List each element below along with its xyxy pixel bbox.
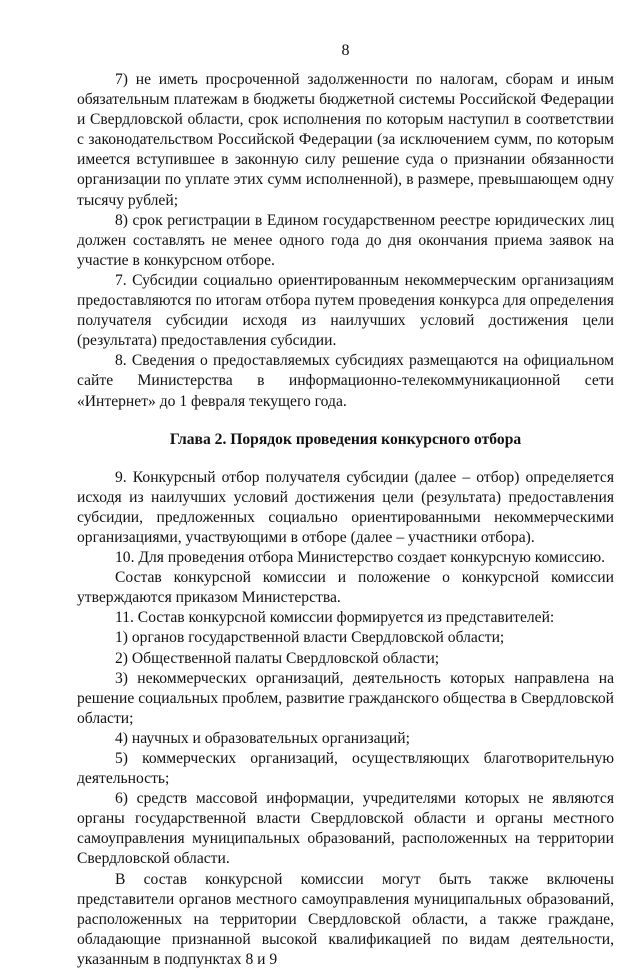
paragraph: 8) срок регистрации в Едином государственном реестре юридических лиц должен составлять не менее одного года до дня окончания приема заявок на участие в конкурсном отборе. xyxy=(77,211,614,269)
list-item: 2) Общественной палаты Свердловской области; xyxy=(115,649,440,667)
paragraph: 8. Сведения о предоставляемых субсидиях размещаются на официальном сайте Министерства в информационно-телекоммуникационной сети «Интернет» до 1 февраля текущего года. xyxy=(77,352,614,410)
paragraph: 9. Конкурсный отбор получателя субсидии (далее – отбор) определяется исходя из наилучших условий достижения цели (результата) предоставления субсидии, предложенных социально ориентированными некоммерческими организациями, участвующими в отборе (далее – участники отбора). xyxy=(77,468,614,546)
paragraph: 7) не иметь просроченной задолженности по налогам, сборам и иным обязательным платежам в бюджеты бюджетной системы Российской Федерации и Свердловской области, срок исполнения по которым наступил в соответствии с законодательством Российской Федерации (за исключением сумм, по которым имеется вступившее в законную силу решение суда о признании обязанности организации по уплате этих сумм исполненной), в размере, превышающем одну тысячу рублей; xyxy=(77,71,614,209)
paragraph: 10. Для проведения отбора Министерство создает конкурсную комиссию. xyxy=(115,549,606,567)
paragraph: 7. Субсидии социально ориентированным некоммерческим организациям предоставляются по итогам отбора путем проведения конкурса для определения получателя субсидии исходя из наилучших условий достижения цели (результата) предоставления субсидии. xyxy=(77,271,614,350)
page-number: 8 xyxy=(341,42,350,59)
document-body xyxy=(77,70,614,970)
list-item: 1) органов государственной власти Свердловской области; xyxy=(115,629,505,647)
paragraph: 11. Состав конкурсной комиссии формируется из представителей: xyxy=(115,609,555,627)
list-item: 4) научных и образовательных организаций; xyxy=(115,729,410,747)
list-item: 5) коммерческих организаций, осуществляющих благотворительную деятельность; xyxy=(77,750,614,788)
list-item: 6) средств массовой информации, учредителями которых не являются органы государственной власти Свердловской области и органы местного самоуправления муниципальных образований, расположенных на территории Свердловской области. xyxy=(77,790,614,868)
paragraph: В состав конкурсной комиссии могут быть также включены представители органов местного самоуправления муниципальных образований, расположенных на территории Свердловской области, а также граждане, обладающие признанной высокой квалификацией по видам деятельности, указанным в подпунктах 8 и 9 xyxy=(77,870,614,968)
list-item: 3) некоммерческих организаций, деятельность которых направлена на решение социальных проблем, развитие гражданского общества в Свердловской области; xyxy=(77,669,614,727)
chapter-heading: Глава 2. Порядок проведения конкурсного отбора xyxy=(169,430,522,448)
paragraph: Состав конкурсной комиссии и положение о конкурсной комиссии утверждаются приказом Министерства. xyxy=(77,569,614,607)
